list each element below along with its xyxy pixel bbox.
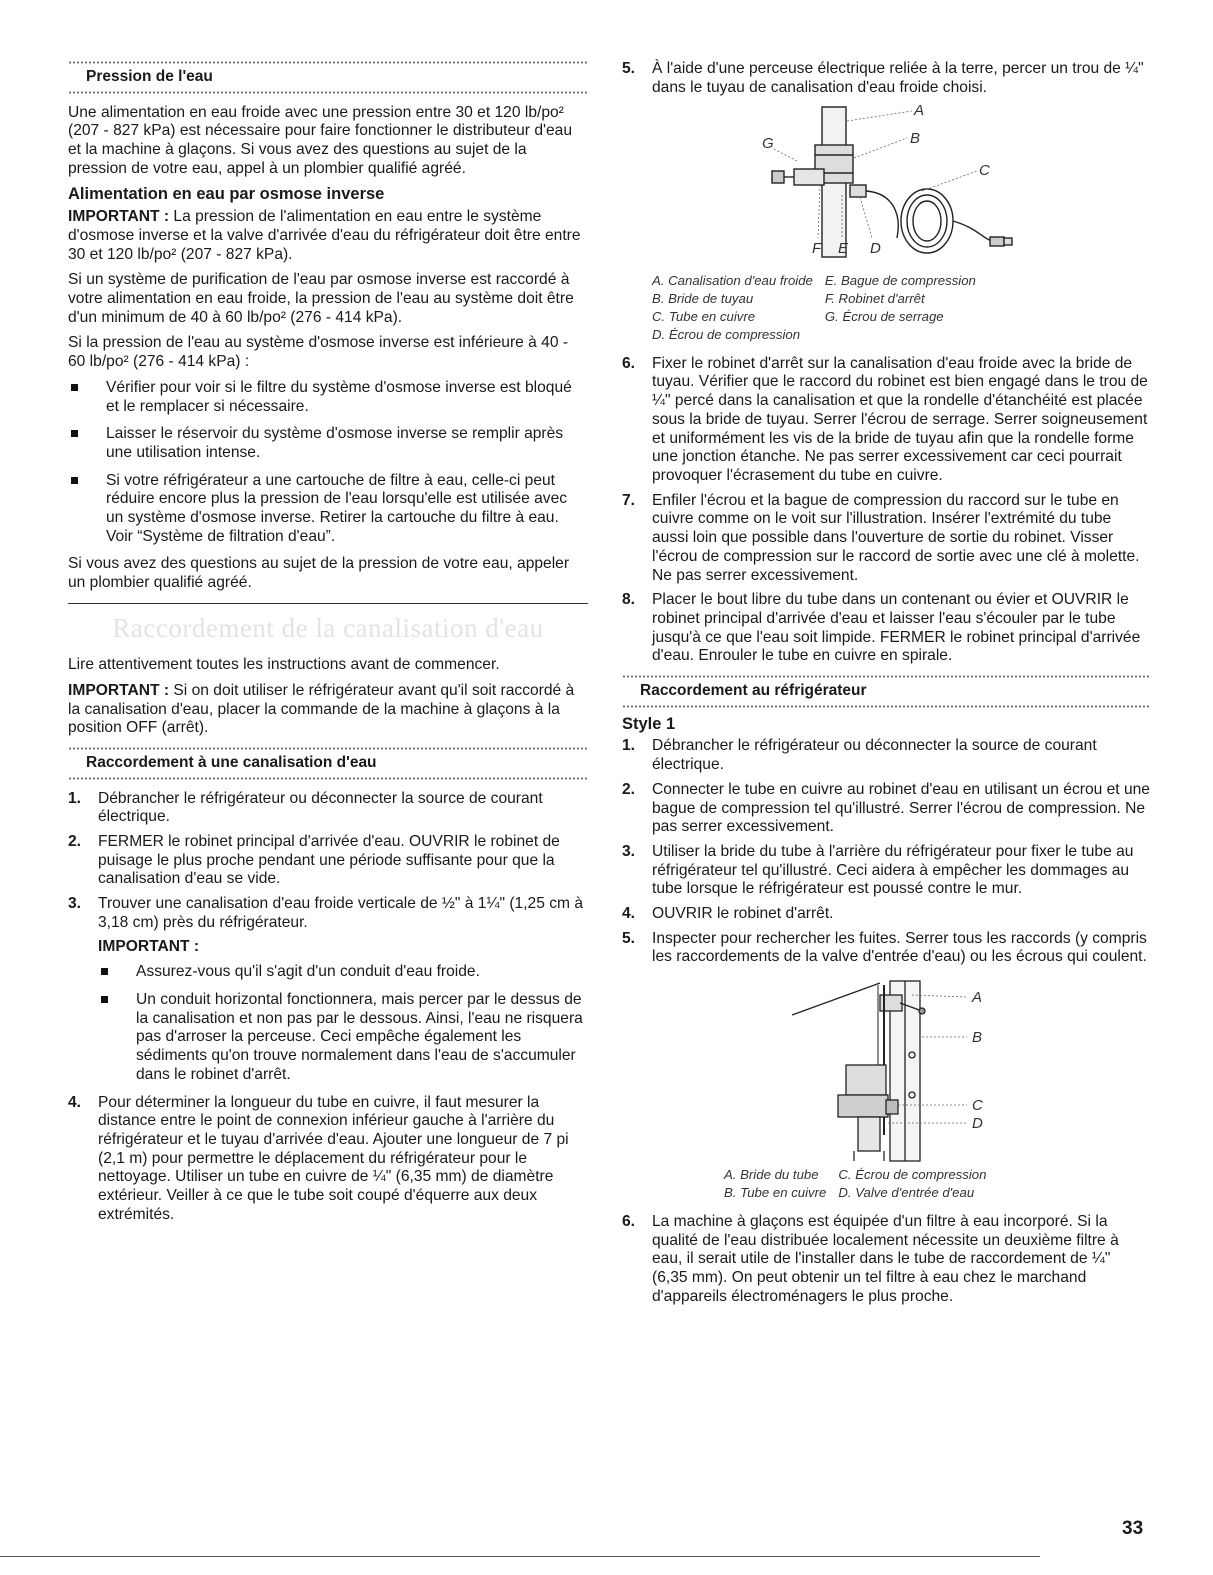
list-item: [622, 355, 1150, 486]
step-number: 3.: [68, 895, 82, 913]
important-label: IMPORTANT :: [68, 681, 170, 699]
caption-item: A. Bride du tube: [724, 1167, 819, 1183]
step-number: 5.: [622, 60, 636, 77]
osmose-paragraph-2: Si un système de purification de l'eau par osmose inverse est raccordé à votre alimentation en eau froide, la pression de l'eau au système doit être d'un minimum de 40 à 60 lb/po² (276 - 414 kPa).: [68, 271, 574, 326]
osmose-important-text: La pression de l'alimentation en eau entre le système d'osmose inverse et la valve d'arrivée d'eau du réfrigérateur doit être entre 30 et 120 lb/po² (207 - 827 kPa).: [68, 208, 581, 263]
osmose-bullet-list: [68, 379, 588, 547]
step-text: Pour déterminer la longueur du tube en cuivre, il faut mesurer la distance entre le point de connexion inférieur gauche à l'arrière du réfrigérateur et le tuyau d'arrivée d'eau. Ajouter une longueur de 7 pi (2,1 m) pour permettre le déplacement du réfrigérateur pour le nettoyage. Utiliser un tube en cuivre de ¼" (6,35 mm) de diamètre extérieur. Veiller à ce que le tube soit coupé d'équerre aux deux extrémités.: [98, 1093, 569, 1223]
step-number: 1.: [622, 737, 636, 755]
list-item: [622, 591, 1150, 666]
fig2-label-a: A: [972, 989, 983, 1007]
list-item: [68, 1094, 588, 1225]
caption-item: F. Robinet d'arrêt: [824, 291, 925, 307]
osmose-paragraph-4: Si vous avez des questions au sujet de la pression de votre eau, appeler un plombier qualifié agréé.: [68, 555, 570, 592]
caption-item: D. Écrou de compression: [652, 326, 801, 342]
list-item: Vérifier pour voir si le filtre du système d'osmose inverse est bloqué et le remplacer si nécessaire.: [68, 379, 588, 416]
step-text: Débrancher le réfrigérateur ou déconnecter la source de courant électrique.: [652, 737, 1097, 774]
pression-heading: Pression de l'eau: [86, 68, 213, 85]
pression-paragraph: Une alimentation en eau froide avec une pression entre 30 et 120 lb/po² (207 - 827 kPa) est nécessaire pour faire fonctionner le distributeur d'eau et la machine à glaçons. Si vous avez des questions au sujet de la pression de votre eau, appel à un plombier qualifié agréé.: [68, 103, 572, 177]
step-text: Connecter le tube en cuivre au robinet d'eau en utilisant un écrou et une bague de compression tel qu'illustré. Serrer l'écrou de compression. Ne pas serrer excessivement.: [652, 780, 1150, 836]
shutoff-valve-illustration: [622, 103, 1150, 273]
fig1-label-d: D: [870, 240, 881, 258]
step-text: Enfiler l'écrou et la bague de compression du raccord sur le tube en cuivre comme on le voit sur l'illustration. Insérer l'extrémité du tube aussi loin que possible dans l'ouverture de sortie du robinet. Visser l'écrou de compression sur le raccord de sortie avec une clé à molette. Ne pas serrer excessivement.: [652, 491, 1140, 584]
step-text: Utiliser la bride du tube à l'arrière du réfrigérateur pour fixer le tube au réfrigérateur tel qu'illustré. Ceci aidera à empêcher les dommages au tube lorsque le réfrigérateur est poussé contre le mur.: [652, 842, 1134, 898]
valve-steps: [622, 355, 1150, 666]
dotted-rule: [68, 746, 588, 751]
dotted-rule: [622, 704, 1150, 709]
fig2-label-b: B: [972, 1029, 983, 1047]
style1-final-step: [622, 1213, 1150, 1307]
osmose-paragraph-3: Si la pression de l'eau au système d'osmose inverse est inférieure à 40 - 60 lb/po² (276 - 414 kPa) :: [68, 334, 569, 371]
caption-item: [825, 327, 988, 345]
important-text: Si on doit utiliser le réfrigérateur avant qu'il soit raccordé à la canalisation d'eau, placer la commande de la machine à glaçons à la position OFF (arrêt).: [68, 681, 575, 737]
section-title: Raccordement de la canalisation d'eau: [68, 603, 588, 644]
important-label: IMPORTANT :: [68, 208, 170, 226]
fig1-label-a: A: [914, 103, 925, 120]
right-column: [622, 60, 1150, 1314]
fig2-label-c: C: [972, 1097, 983, 1115]
step-number: 5.: [622, 929, 636, 947]
list-item: [622, 905, 1150, 924]
step-text: Débrancher le réfrigérateur ou déconnecter la source de courant électrique.: [98, 789, 543, 826]
caption-item: C. Écrou de compression: [838, 1167, 987, 1183]
fig2-label-d: D: [972, 1115, 983, 1133]
list-item: Assurez-vous qu'il s'agit d'un conduit d'eau froide.: [98, 963, 588, 982]
refrigerateur-heading: Raccordement au réfrigérateur: [640, 682, 867, 700]
caption-item: C. Tube en cuivre: [652, 309, 756, 325]
list-item: [622, 930, 1150, 967]
step3-bullet-list: [98, 963, 588, 1084]
caption-item: B. Bride de tuyau: [652, 291, 754, 307]
list-item: [622, 737, 1150, 774]
list-item: [68, 833, 588, 889]
step-number: 4.: [622, 905, 636, 923]
step-text: Inspecter pour rechercher les fuites. Serrer tous les raccords (y compris les raccordements de la valve d'entrée d'eau) ou les écrous qui coulent.: [652, 929, 1147, 966]
fig1-label-b: B: [910, 130, 921, 148]
step-text: Placer le bout libre du tube dans un contenant ou évier et OUVRIR le robinet principal d'arrivée d'eau et laisser l'eau s'écouler par le tube jusqu'à ce que l'eau soit limpide. FERMER le robinet principal d'arrivée d'eau. Enrouler le tube en cuivre en spirale.: [652, 591, 1141, 665]
step-number: 4.: [68, 1093, 82, 1111]
step-text: OUVRIR le robinet d'arrêt.: [652, 905, 834, 923]
list-item: [622, 1213, 1150, 1307]
inlet-valve-illustration: [622, 975, 1150, 1165]
list-item: [622, 60, 1150, 97]
dotted-rule: [68, 90, 588, 95]
step-number: 3.: [622, 842, 636, 860]
step3-important-label: IMPORTANT :: [98, 937, 200, 955]
step-number: 2.: [68, 833, 82, 851]
dotted-rule: [68, 776, 588, 781]
page-number: 33: [1122, 1518, 1144, 1539]
list-item: [68, 895, 588, 1084]
fig1-label-c: C: [979, 162, 990, 180]
style-heading: Style 1: [622, 714, 676, 733]
step-text: FERMER le robinet principal d'arrivée d'eau. OUVRIR le robinet de puisage le plus proche pendant une période suffisante pour que la canalisation d'eau se vide.: [98, 833, 560, 888]
caption-item: G. Écrou de serrage: [824, 309, 944, 325]
step-text: À l'aide d'une perceuse électrique reliée à la terre, percer un trou de ¼" dans le tuyau de canalisation d'eau froide choisi.: [652, 60, 1144, 96]
fig1-caption: [652, 273, 1150, 344]
drill-step: [622, 60, 1150, 97]
fig2-caption: [724, 1167, 1150, 1203]
fig1-label-g: G: [762, 135, 774, 153]
footer-rule: [0, 1556, 1040, 1557]
left-column: [68, 60, 588, 1232]
list-item: [622, 492, 1150, 586]
step-text: Fixer le robinet d'arrêt sur la canalisation d'eau froide avec la bride de tuyau. Vérifier que le raccord du robinet est bien engagé dans le trou de ¼" percé dans la canalisation et que la rondelle d'étanchéité est placée sous la bride de tuyau. Serrer l'écrou de serrage. Serrer soigneusement et uniformément les vis de la bride de tuyau afin que la rondelle forme une jonction étanche. Ne pas serrer excessivement car ceci pourrait provoquer l'écrasement du tube en cuivre.: [652, 354, 1148, 484]
step-number: 8.: [622, 591, 636, 609]
lire-paragraph: Lire attentivement toutes les instructions avant de commencer.: [68, 656, 500, 674]
step-text: Trouver une canalisation d'eau froide verticale de ½" à 1¼" (1,25 cm à 3,18 cm) près du réfrigérateur.: [98, 895, 584, 931]
list-item: Un conduit horizontal fonctionnera, mais percer par le dessus de la canalisation et non pas par le dessous. Ainsi, l'eau ne risquera pas d'arroser la perceuse. Ceci empêche également les sédiments qu'on trouve normalement dans l'eau de s'accumuler dans le robinet d'arrêt.: [98, 991, 588, 1085]
caption-item: B. Tube en cuivre: [724, 1185, 827, 1200]
dotted-rule: [68, 60, 588, 65]
list-item: [622, 781, 1150, 837]
style1-steps: [622, 737, 1150, 967]
osmose-important-paragraph: [68, 208, 588, 264]
fig1-label-f: F: [812, 240, 822, 258]
step-text: La machine à glaçons est équipée d'un filtre à eau incorporé. Si la qualité de l'eau distribuée localement nécessite un deuxième filtre à eau, il serait utile de l'installer dans le tube de raccordement de ¼" (6,35 mm). On peut obtenir un tel filtre à eau chez le marchand d'appareils électroménagers le plus proche.: [652, 1212, 1119, 1305]
list-item: [622, 843, 1150, 899]
canalisation-heading: Raccordement à une canalisation d'eau: [86, 754, 377, 772]
fig1-label-e: E: [838, 240, 849, 258]
list-item: [68, 790, 588, 827]
osmose-heading: Alimentation en eau par osmose inverse: [68, 185, 385, 204]
caption-item: E. Bague de compression: [824, 273, 976, 289]
list-item: Si votre réfrigérateur a une cartouche de filtre à eau, celle-ci peut réduire encore plus la pression de l'eau lorsqu'elle est utilisée avec un système d'osmose inverse. Retirer la cartouche du filtre à eau. Voir “Système de filtration d'eau”.: [68, 472, 588, 547]
step-number: 2.: [622, 780, 636, 798]
step-number: 1.: [68, 789, 82, 807]
caption-item: D. Valve d'entrée d'eau: [838, 1185, 975, 1200]
caption-item: A. Canalisation d'eau froide: [652, 273, 813, 289]
canalisation-steps: [68, 790, 588, 1225]
dotted-rule: [622, 674, 1150, 679]
step-number: 7.: [622, 491, 636, 509]
step-number: 6.: [622, 1212, 636, 1230]
important-paragraph: [68, 682, 588, 738]
list-item: Laisser le réservoir du système d'osmose inverse se remplir après une utilisation intense.: [68, 425, 588, 462]
step-number: 6.: [622, 354, 636, 372]
